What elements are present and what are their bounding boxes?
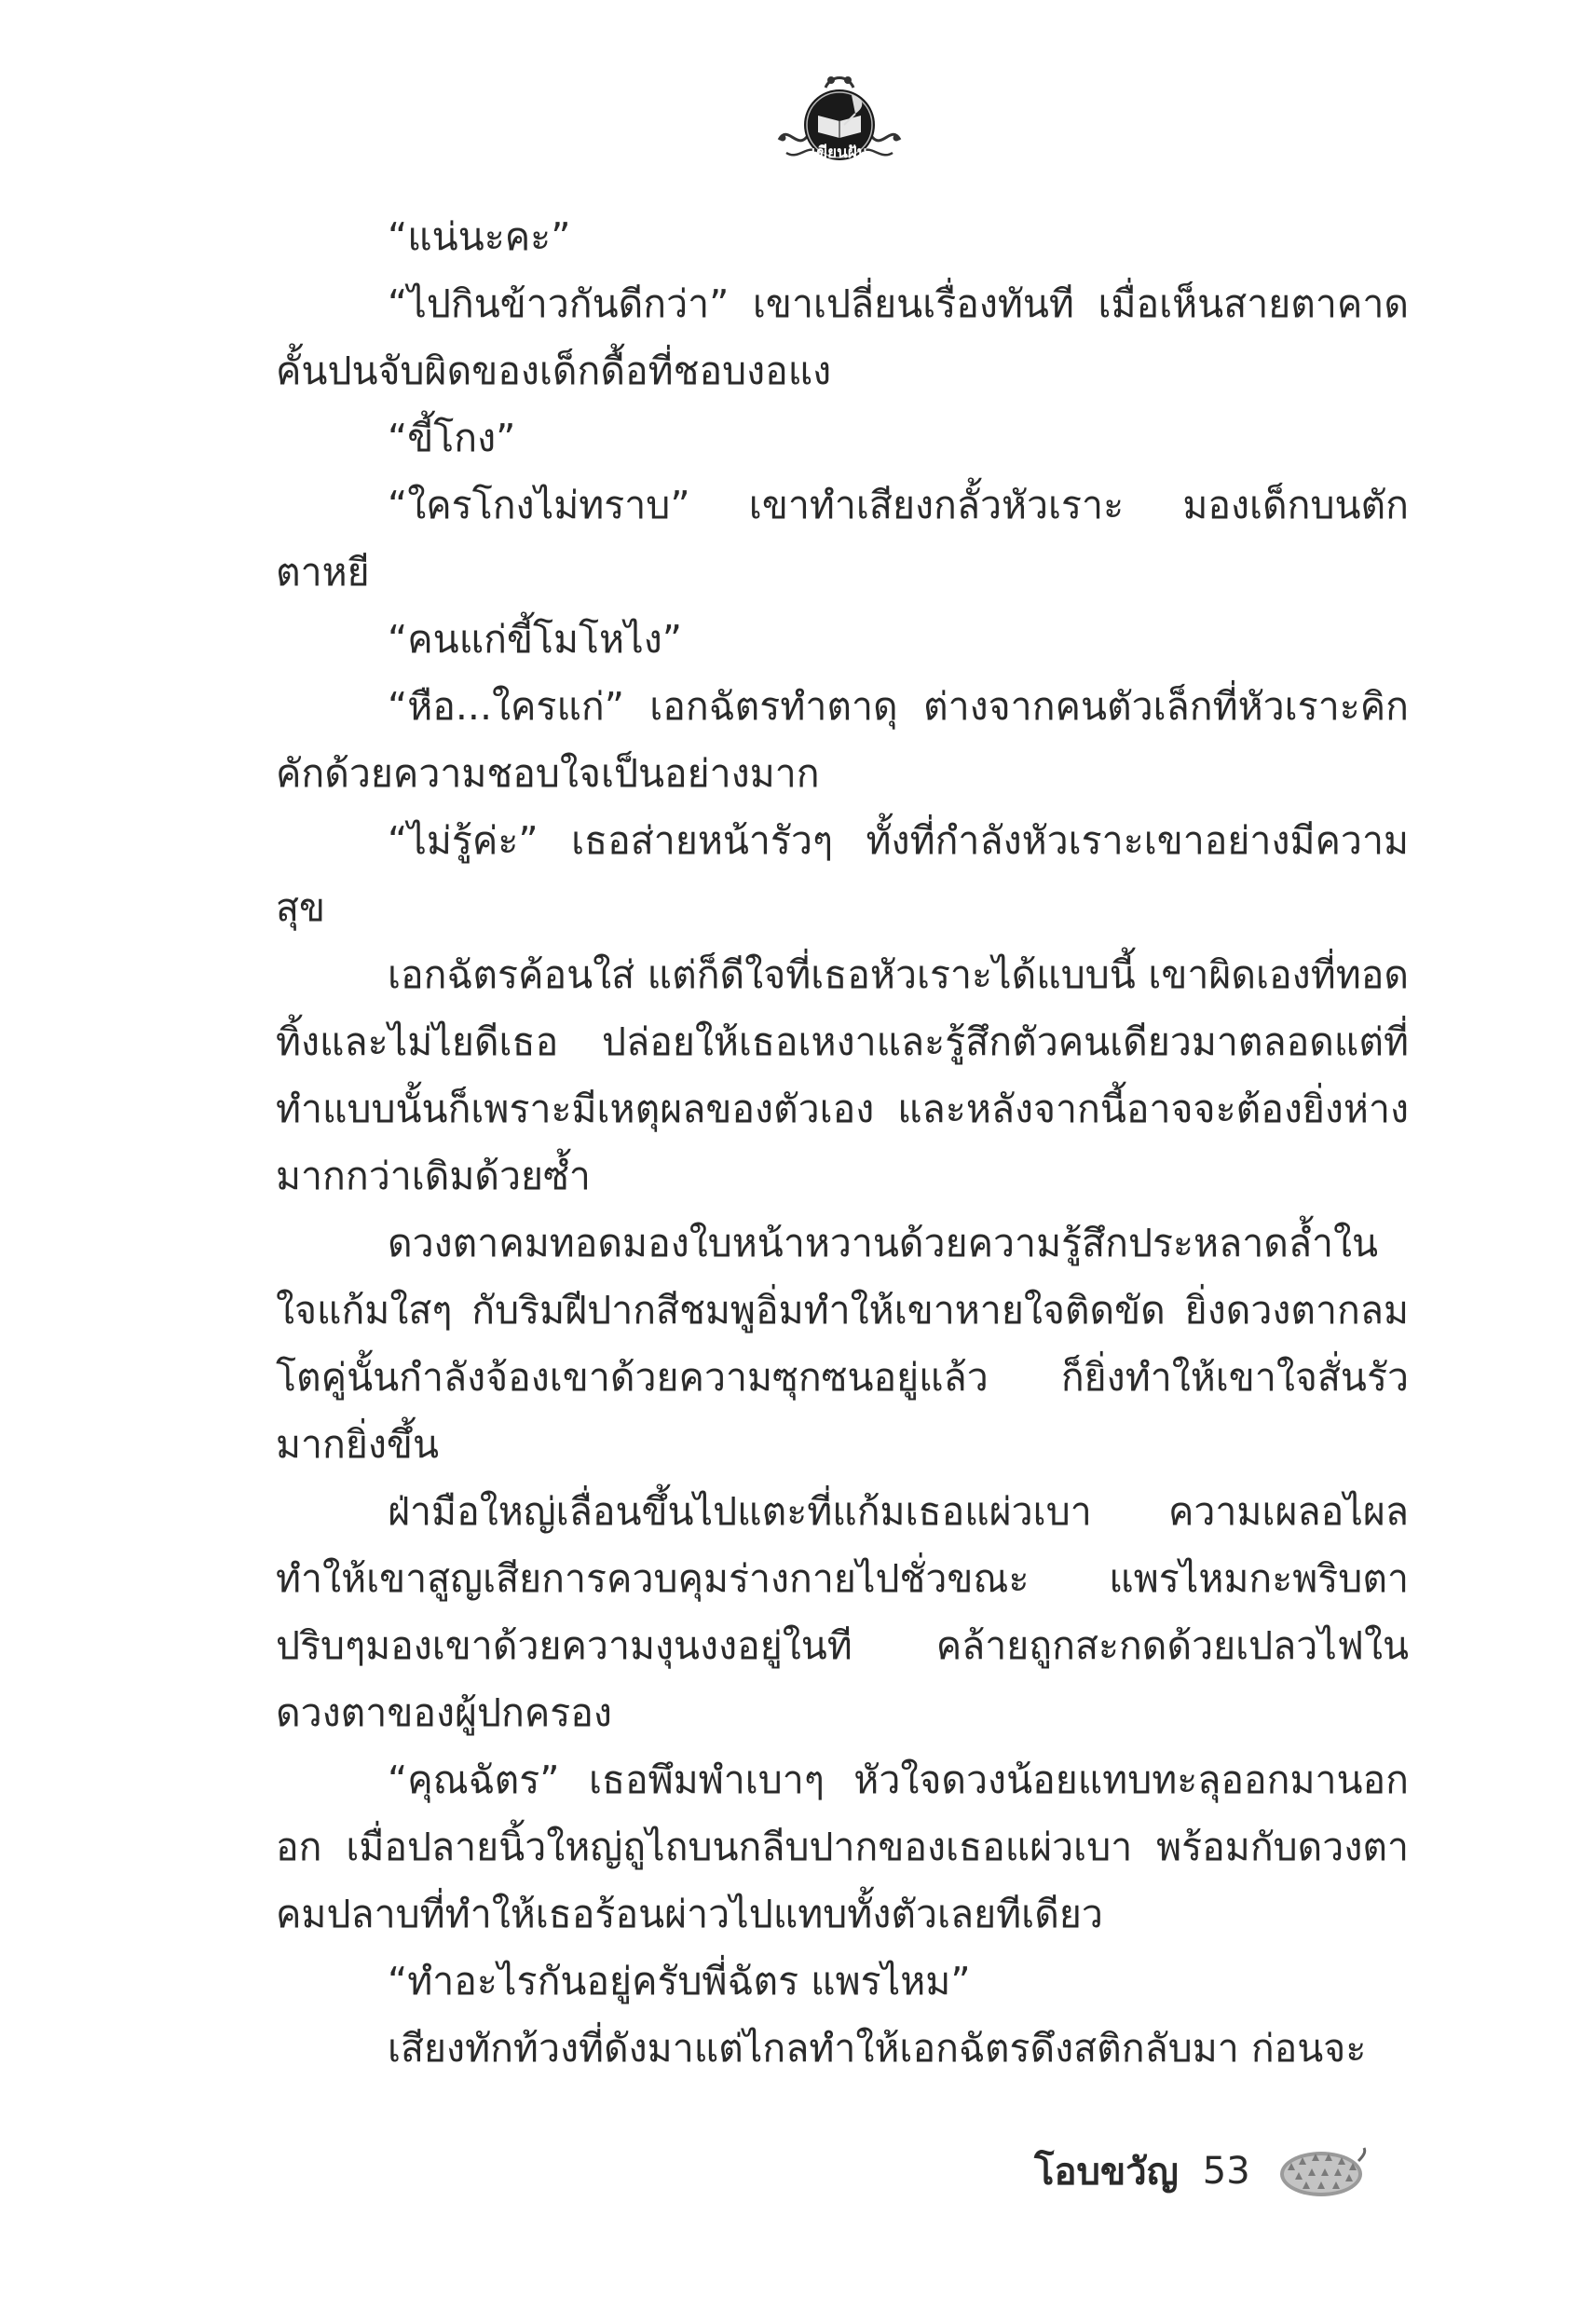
book-title: โอบขวัญ [1034,2151,1179,2194]
paragraph: เอกฉัตรค้อนใส่ แต่ก็ดีใจที่เธอหัวเราะได้แบบนี้ เขาผิดเองที่ทอดทิ้งและไม่ไยดีเธอ ปล่อยให้เธอเหงาและรู้สึกตัวคนเดียวมาตลอดแต่ที่ทำแบบนั้นก็เพราะมีเหตุผลของตัวเอง และหลังจากนี้อาจจะต้องยิ่งห่างมากกว่าเดิมด้วยซ้ำ [276,952,1409,1198]
page-number: 53 [1202,2150,1250,2193]
publisher-logo-text: เขียนฝัน [811,144,868,162]
paragraph: “ไปกินข้าวกันดีกว่า” เขาเปลี่ยนเรื่องทันที เมื่อเห็นสายตาคาดคั้นปนจับผิดของเด็กดื้อที่ชอบงอแง [276,281,1409,393]
paragraph: ดวงตาคมทอดมองใบหน้าหวานด้วยความรู้สึกประหลาดล้ำในใจแก้มใสๆ กับริมฝีปากสีชมพูอิ่มทำให้เขาหายใจติดขัด ยิ่งดวงตากลมโตคู่นั้นกำลังจ้องเขาด้วยความซุกซนอยู่แล้ว ก็ยิ่งทำให้เขาใจสั่นรัวมากยิ่งขึ้น [276,1221,1409,1467]
durian-icon [1275,2142,1368,2200]
paragraph: “ใครโกงไม่ทราบ” เขาทำเสียงกลั้วหัวเราะ มองเด็กบนตักตาหยี [276,483,1409,595]
paragraph: “คนแก่ขี้โมโหไง” [388,617,682,662]
paragraph: “ขี้โกง” [388,416,516,460]
page-body [276,203,1409,2082]
page-footer [1034,2134,1368,2208]
paragraph: เสียงทักท้วงที่ดังมาแต่ไกลทำให้เอกฉัตรดึงสติกลับมา ก่อนจะ [388,2026,1367,2071]
paragraph: ฝ่ามือใหญ่เลื่อนขึ้นไปแตะที่แก้มเธอแผ่วเบา ความเผลอไผลทำให้เขาสูญเสียการควบคุมร่างกายไปชั่วขณะ แพรไหมกะพริบตาปริบๆมองเขาด้วยความงุนงงอยู่ในที คล้ายถูกสะกดด้วยเปลวไฟในดวงตาของผู้ปกครอง [276,1489,1409,1735]
paragraph: “ทำอะไรกันอยู่ครับพี่ฉัตร แพรไหม” [388,1959,971,2003]
paragraph: “หือ...ใครแก่” เอกฉัตรทำตาดุ ต่างจากคนตัวเล็กที่หัวเราะคิกคักด้วยความชอบใจเป็นอย่างมาก [276,684,1409,796]
paragraph: “แน่นะคะ” [388,214,571,259]
paragraph: “คุณฉัตร” เธอพึมพำเบาๆ หัวใจดวงน้อยแทบทะลุออกมานอกอก เมื่อปลายนิ้วใหญ่ถูไถบนกลีบปากของเธอแผ่วเบา พร้อมกับดวงตาคมปลาบที่ทำให้เธอร้อนผ่าวไปแทบทั้งตัวเลยทีเดียว [276,1757,1409,1936]
paragraph: “ไม่รู้ค่ะ” เธอส่ายหน้ารัวๆ ทั้งที่กำลังหัวเราะเขาอย่างมีความสุข [276,818,1409,930]
